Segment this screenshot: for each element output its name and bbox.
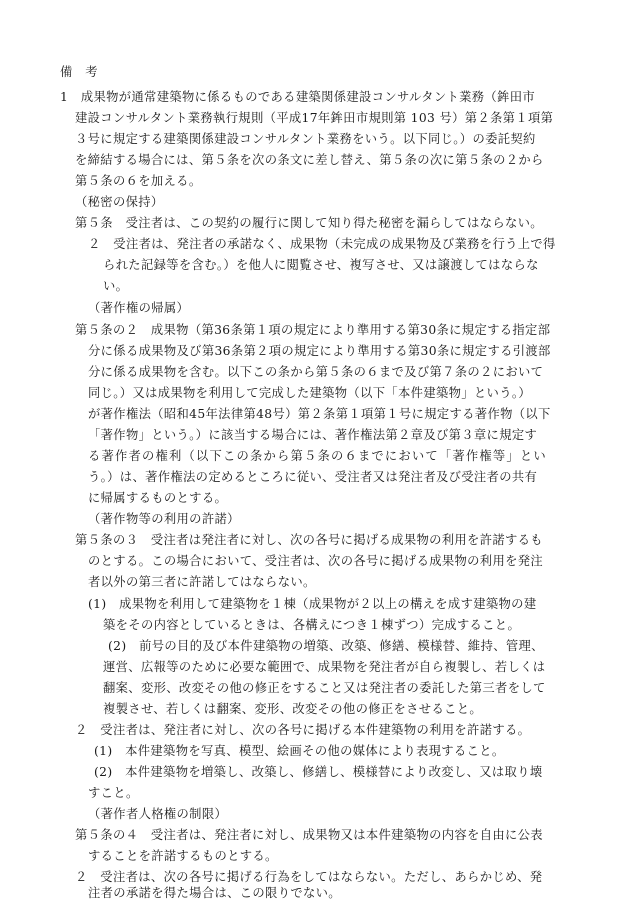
text-line: ２ 受注者は、発注者に対し、次の各号に掲げる本件建築物の利用を許諾する。 [75, 723, 531, 737]
text-line: られた記録等を含む。）を他人に閲覧させ、複写させ、又は譲渡してはならな [103, 258, 539, 272]
text-line: すこと。 [88, 786, 139, 800]
text-line: (1) 成果物を利用して建築物を１棟（成果物が２以上の構えを成す建築物の建 [88, 597, 537, 611]
section-caption: （著作者人格権の制限） [88, 807, 228, 821]
text-line: ２ 受注者は、発注者の承諾なく、成果物（未完成の成果物及び業務を行う上で得 [88, 237, 556, 251]
text-line: 建設コンサルタント業務執行規則（平成17年鉾田市規則第 103 号）第２条第１項第 [75, 111, 554, 125]
text-line: 者以外の第三者に許諾してはならない。 [88, 575, 316, 589]
text-line: 1 成果物が通常建築物に係るものである建築関係建設コンサルタント業務（鉾田市 [60, 90, 536, 104]
text-line: 分に係る成果物及び第36条第２項の規定により準用する第30条に規定する引渡部 [88, 344, 551, 358]
text-line: い。 [103, 279, 129, 293]
text-line: 「著作物」という。）に該当する場合には、著作権法第２章及び第３章に規定す [88, 428, 538, 442]
text-line: 分に係る成果物を含む。以下この条から第５条の６まで及び第７条の２において [88, 365, 544, 379]
text-line: 運営、広報等のために必要な範囲で、成果物を発注者が自ら複製し、若しくは [103, 660, 546, 674]
text-line: 第５条の４ 受注者は、発注者に対し、成果物又は本件建築物の内容を自由に公表 [75, 828, 543, 842]
text-line: が著作権法（昭和45年法律第48号）第２条第１項第１号に規定する著作物（以下 [88, 407, 551, 421]
text-line: ２ 受注者は、次の各号に掲げる行為をしてはならない。ただし、あらかじめ、発 [75, 870, 543, 884]
remarks-heading: 備 考 [60, 65, 98, 79]
text-line: ３号に規定する建築関係建設コンサルタント業務をいう。以下同じ。）の委託契約 [75, 132, 536, 146]
text-line: る著作者の権利（以下この条から第５条の６までにおいて「著作権等」とい [88, 449, 547, 463]
text-line: に帰属するものとする。 [88, 491, 228, 505]
text-line: 注者の承諾を得た場合は、この限りでない。 [88, 886, 341, 900]
text-line: のとする。この場合において、受注者は、次の各号に掲げる成果物の利用を発注 [88, 554, 544, 568]
text-line: 第５条 受注者は、この契約の履行に関して知り得た秘密を漏らしてはならない。 [75, 216, 543, 230]
text-line: (2) 本件建築物を増築し、改築し、修繕し、模様替により改変し、又は取り壊 [94, 765, 543, 779]
section-caption: （著作権の帰属） [88, 301, 190, 315]
section-caption: （著作物等の利用の許諾） [88, 512, 240, 526]
text-line: 複製させ、若しくは翻案、変形、改変その他の修正をさせること。 [103, 702, 483, 716]
text-line: 第５条の３ 受注者は発注者に対し、次の各号に掲げる成果物の利用を許諾するも [75, 533, 543, 547]
text-line: を締結する場合には、第５条を次の条文に差し替え、第５条の次に第５条の２から [75, 153, 544, 167]
section-caption: （秘密の保持） [75, 195, 164, 209]
text-line: 築をその内容としているときは、各構えにつき１棟ずつ）完成すること。 [103, 618, 521, 632]
text-line: (2) 前号の目的及び本件建築物の増築、改築、修繕、模様替、維持、管理、 [108, 639, 544, 653]
text-line: う。）は、著作権法の定めるところに従い、受注者又は発注者及び受注者の共有 [88, 470, 538, 484]
text-line: 翻案、変形、改変その他の修正をすること又は発注者の委託した第三者をして [103, 681, 546, 695]
text-line: 第５条の２ 成果物（第36条第１項の規定により準用する第30条に規定する指定部 [75, 323, 551, 337]
text-line: 同じ。）又は成果物を利用して完成した建築物（以下「本件建築物」という。） [88, 386, 531, 400]
text-line: (1) 本件建築物を写真、模型、絵画その他の媒体により表現すること。 [94, 744, 505, 758]
text-line: することを許諾するものとする。 [88, 849, 278, 863]
text-line: 第５条の６を加える。 [75, 174, 202, 188]
